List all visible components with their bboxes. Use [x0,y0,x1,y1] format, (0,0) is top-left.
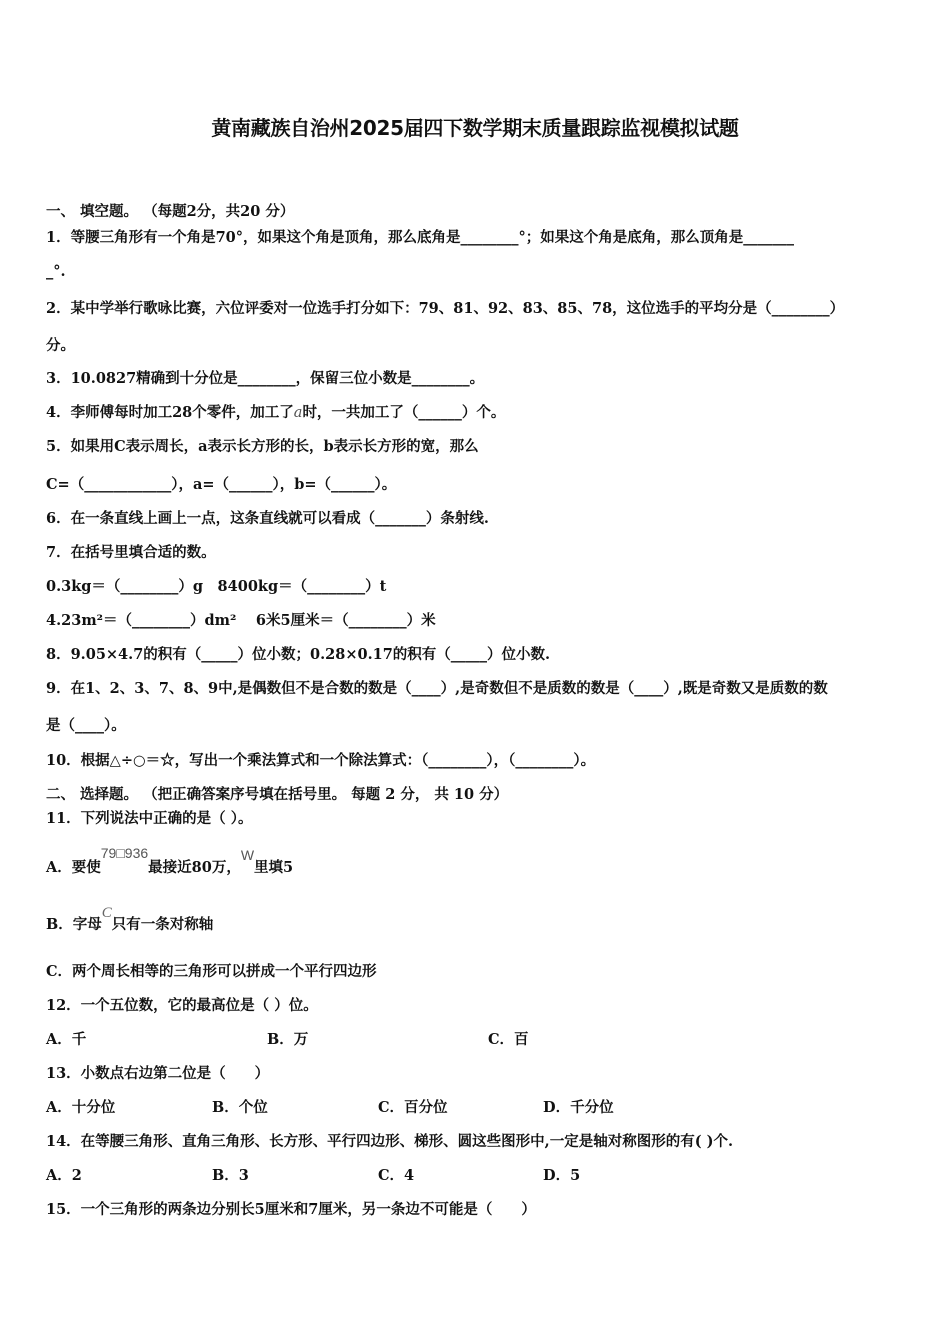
question-7-line-3: 4.23m²＝（________）dm² 6米5厘米＝（________）米 [46,612,436,629]
option-a-post: 里填5 [254,859,294,876]
section-1-header: 一、 填空题。 （每题2分，共20 分） [46,203,295,220]
question-7-line-2: 0.3kg＝（________）g 8400kg＝（________）t [46,578,387,595]
option-b-pre: B．字母 [46,916,102,933]
question-13-stem: 13．小数点右边第二位是（ ） [46,1065,270,1082]
question-13-option-b: B．个位 [212,1099,268,1116]
question-11-option-b [46,905,214,935]
option-a-pre: A．要使 [46,859,101,876]
question-6: 6．在一条直线上画上一点，这条直线就可以看成（_______）条射线. [46,510,489,527]
question-13-option-a: A．十分位 [46,1099,116,1116]
question-8: 8．9.05×4.7的积有（_____）位小数；0.28×0.17的积有（_____）位小数. [46,646,551,663]
question-2-line-2: 分。 [46,337,75,354]
question-4-pre: 4．李师傅每时加工28个零件，加工了 [46,404,294,421]
question-12-stem: 12．一个五位数，它的最高位是（ ）位。 [46,997,318,1014]
question-14-option-d: D．5 [543,1167,581,1184]
question-14-option-b: B．3 [212,1167,249,1184]
number-blank-symbol: 79□936 [100,845,149,861]
option-b-post: 只有一条对称轴 [111,916,214,933]
question-7-line-1: 7．在括号里填合适的数。 [46,544,216,561]
question-4-post: 时，一共加工了（______）个。 [302,404,506,421]
question-13-option-d: D．千分位 [543,1099,614,1116]
question-11-stem: 11．下列说法中正确的是（ ）。 [46,810,253,827]
variable-a-symbol: a [293,405,303,421]
section-2-header: 二、 选择题。 （把正确答案序号填在括号里。 每题 2 分， 共 10 分） [46,786,509,803]
question-11-option-a [46,845,294,878]
letter-c-symbol: C [101,905,112,921]
question-10: 10．根据△÷○＝☆，写出一个乘法算式和一个除法算式：（________），（________）。 [46,752,596,769]
page-title: 黄南藏族自治州2025届四下数学期末质量跟踪监视模拟试题 [211,116,739,140]
question-11-option-c: C．两个周长相等的三角形可以拼成一个平行四边形 [46,963,377,980]
question-12-option-c: C．百 [488,1031,529,1048]
question-3: 3．10.0827精确到十分位是________，保留三位小数是________。 [46,370,485,387]
option-a-mid: 最接近80万， [148,859,241,876]
question-9-line-1: 9．在1、2、3、7、8、9中,是偶数但不是合数的数是（____）,是奇数但不是质数的数是（____）,既是奇数又是质数的数 [46,680,828,697]
question-1-line-2: _°. [46,263,66,280]
question-9-line-2: 是（____）。 [46,717,126,734]
question-14-stem: 14．在等腰三角形、直角三角形、长方形、平行四边形、梯形、圆这些图形中,一定是轴对称图形的有( )个. [46,1133,734,1150]
question-2-line-1: 2．某中学举行歌咏比赛，六位评委对一位选手打分如下：79、81、92、83、85、78，这位选手的平均分是（________） [46,300,845,317]
question-12-option-b: B．万 [267,1031,309,1048]
question-1-line-1: 1．等腰三角形有一个角是70°，如果这个角是顶角，那么底角是________°；如果这个角是底角，那么顶角是_______ [46,229,795,246]
question-15-stem: 15．一个三角形的两条边分别长5厘米和7厘米，另一条边不可能是（ ） [46,1201,536,1218]
question-14-option-c: C．4 [378,1167,415,1184]
question-13-option-c: C．百分位 [378,1099,448,1116]
question-14-option-a: A．2 [46,1167,82,1184]
question-5-line-2: C=（____________），a=（______），b=（______）。 [46,476,397,493]
w-symbol: W [240,847,255,863]
question-4 [46,403,505,423]
question-12-option-a: A．千 [46,1031,87,1048]
question-5-line-1: 5．如果用C表示周长，a表示长方形的长，b表示长方形的宽，那么 [46,438,479,455]
